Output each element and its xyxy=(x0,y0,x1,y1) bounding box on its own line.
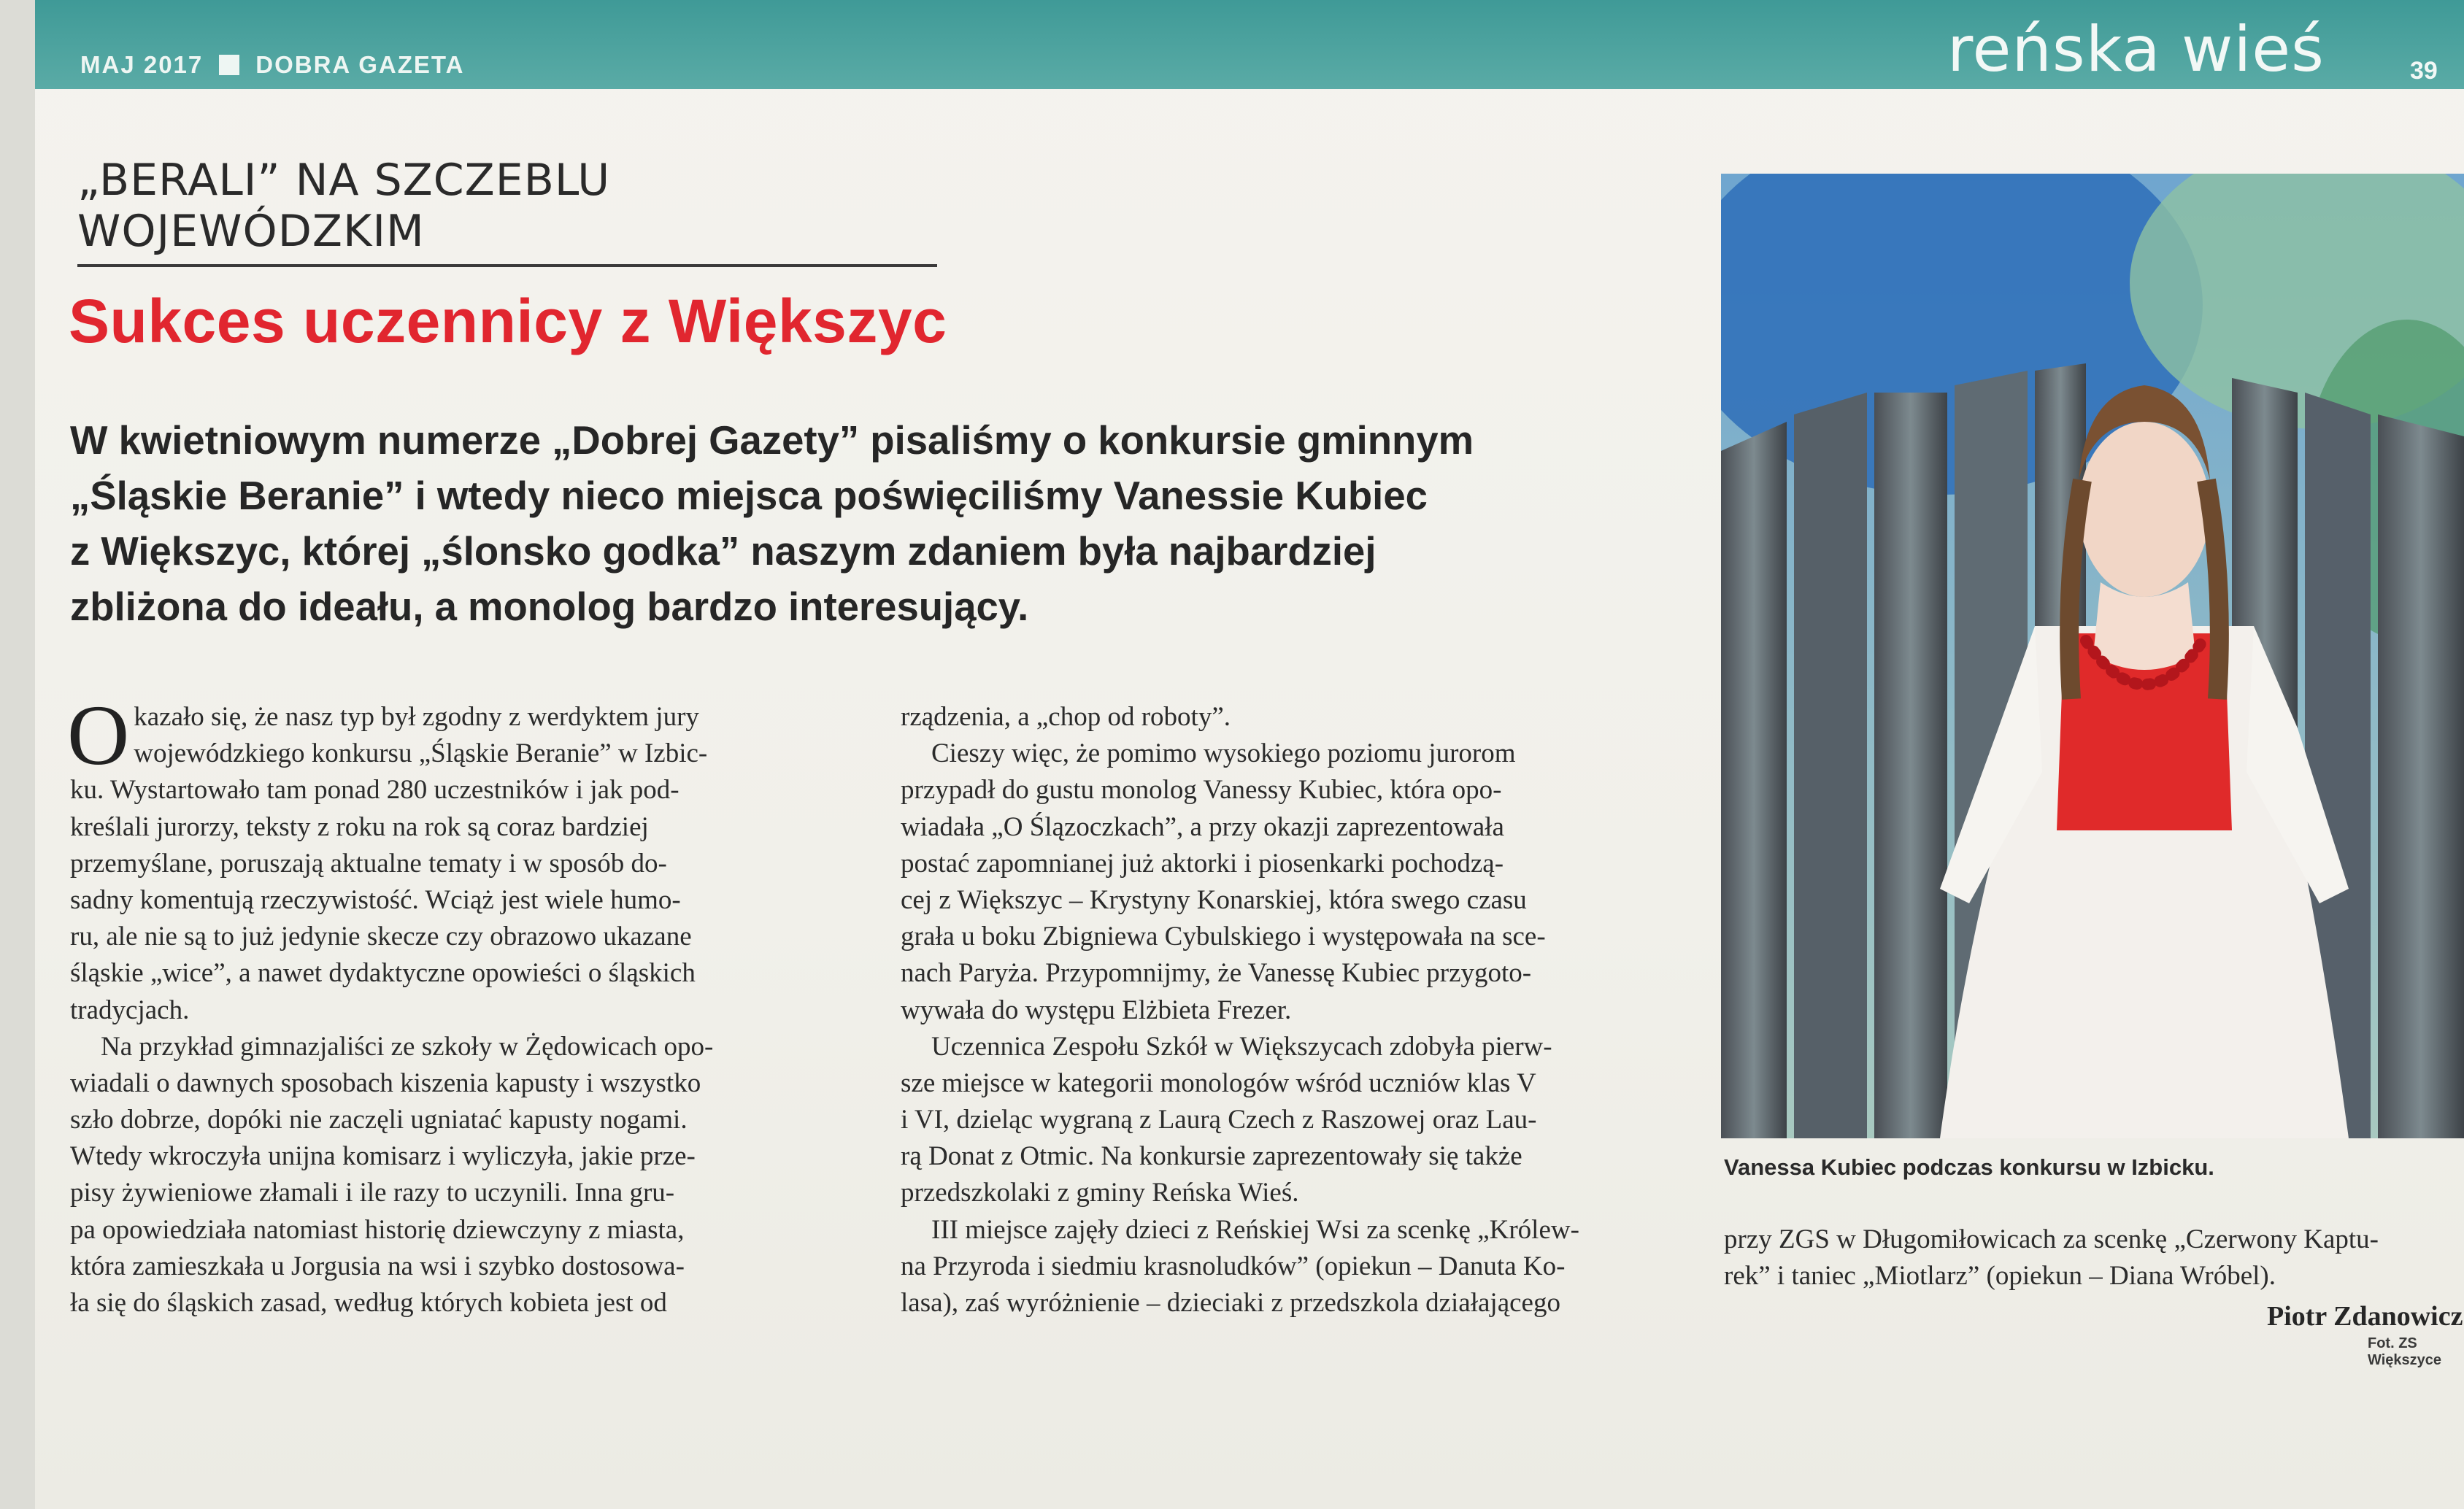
body-line: przedszkolaki z gminy Reńska Wieś. xyxy=(901,1178,1299,1208)
body-line: postać zapomnianej już aktorki i piosenkarki pochodzą- xyxy=(901,848,1504,879)
body-line: przemyślane, poruszają aktualne tematy i w sposób do- xyxy=(70,848,667,879)
body-line: Cieszy więc, że pomimo wysokiego poziomu jurorom xyxy=(931,738,1516,769)
body-line: III miejsce zajęły dzieci z Reńskiej Wsi za scenkę „Królew- xyxy=(931,1214,1579,1245)
body-line: szło dobrze, dopóki nie zaczęli ugniatać kapusty nogami. xyxy=(70,1105,688,1135)
header-dateline xyxy=(80,51,464,79)
lead-line: „Śląskie Beranie” i wtedy nieco miejsca poświęciliśmy Vanessie Kubiec xyxy=(70,474,1428,518)
article-author: Piotr Zdanowicz xyxy=(2267,1301,2463,1332)
issue-date: MAJ 2017 xyxy=(80,51,204,78)
body-line: rek” i taniec „Miotlarz” (opiekun – Diana Wróbel). xyxy=(1724,1261,2276,1292)
body-line: ła się do śląskich zasad, według których kobieta jest od xyxy=(70,1288,667,1318)
article-kicker: „BERALI” NA SZCZEBLU WOJEWÓDZKIM xyxy=(77,155,937,267)
body-line: wojewódzkiego konkursu „Śląskie Beranie” w Izbic- xyxy=(134,738,708,769)
body-line: wywała do występu Elżbieta Frezer. xyxy=(901,995,1292,1025)
article-headline: Sukces uczennicy z Większyc xyxy=(69,287,947,355)
body-line: kreślali jurorzy, teksty z roku na rok są coraz bardziej xyxy=(70,811,649,842)
article-lead xyxy=(70,413,1661,635)
photo-credit: Fot. ZS Większyce xyxy=(2368,1335,2441,1368)
body-line: wiadała „O Ślązoczkach”, a przy okazji zaprezentowała xyxy=(901,811,1504,842)
body-line: ku. Wystartowało tam ponad 280 uczestników i jak pod- xyxy=(70,775,679,806)
body-line: grała u boku Zbigniewa Cybulskiego i występowała na sce- xyxy=(901,922,1546,952)
section-title: reńska wieś xyxy=(1947,13,2325,86)
body-line: przy ZGS w Długomiłowicach za scenkę „Czerwony Kaptu- xyxy=(1724,1224,2379,1254)
body-line: pisy żywieniowe złamali i ile razy to uczynili. Inna gru- xyxy=(70,1178,675,1208)
publication-name: DOBRA GAZETA xyxy=(255,51,465,78)
body-line: lasa), zaś wyróżnienie – dzieciaki z przedszkola działającego xyxy=(901,1288,1560,1318)
body-line: Wtedy wkroczyła unijna komisarz i wyliczyła, jakie prze- xyxy=(70,1141,696,1172)
body-line: i VI, dzieląc wygraną z Laurą Czech z Raszowej oraz Lau- xyxy=(901,1105,1537,1135)
body-line: nach Paryża. Przypomnijmy, że Vanessę Kubiec przygoto- xyxy=(901,958,1532,989)
body-line: wiadali o dawnych sposobach kiszenia kapusty i wszystko xyxy=(70,1068,701,1098)
body-line: ru, ale nie są to już jedynie skecze czy obrazowo ukazane xyxy=(70,922,692,952)
body-line: rządzenia, a „chop od roboty”. xyxy=(901,702,1231,732)
body-line: cej z Większyc – Krystyny Konarskiej, która swego czasu xyxy=(901,884,1527,915)
photo-illustration xyxy=(1721,174,2464,1138)
body-line: rą Donat z Otmic. Na konkursie zaprezentowały się także xyxy=(901,1141,1522,1172)
drop-cap: O xyxy=(67,687,130,783)
article-photo xyxy=(1721,174,2464,1138)
body-line: sadny komentują rzeczywistość. Wciąż jest wiele humo- xyxy=(70,884,681,915)
body-column-3 xyxy=(1724,1222,2461,1294)
square-separator-icon xyxy=(219,55,239,75)
body-column-1 xyxy=(67,687,858,1321)
body-line: Na przykład gimnazjaliści ze szkoły w Żędowicach opo- xyxy=(101,1031,714,1062)
lead-line: z Większyc, której „ślonsko godka” naszym zdaniem była najbardziej xyxy=(70,529,1377,574)
newspaper-page xyxy=(35,0,2464,1509)
page-number: 39 xyxy=(2410,57,2438,85)
body-line: na Przyroda i siedmiu krasnoludków” (opiekun – Danuta Ko- xyxy=(901,1251,1566,1281)
body-line: sze miejsce w kategorii monologów wśród uczniów klas V xyxy=(901,1068,1536,1098)
lead-line: W kwietniowym numerze „Dobrej Gazety” pisaliśmy o konkursie gminnym xyxy=(70,418,1474,463)
body-line: która zamieszkała u Jorgusia na wsi i szybko dostosowa- xyxy=(70,1251,685,1281)
body-line: śląskie „wice”, a nawet dydaktyczne opowieści o śląskich xyxy=(70,958,696,989)
page-header-bar xyxy=(35,0,2464,89)
body-line: przypadł do gustu monolog Vanessy Kubiec, która opo- xyxy=(901,775,1502,806)
body-line: Uczennica Zespołu Szkół w Większycach zdobyła pierw- xyxy=(931,1031,1552,1062)
body-line: tradycjach. xyxy=(70,995,190,1025)
lead-line: zbliżona do ideału, a monolog bardzo interesujący. xyxy=(70,584,1029,629)
photo-caption: Vanessa Kubiec podczas konkursu w Izbicku. xyxy=(1724,1154,2214,1180)
body-line: kazało się, że nasz typ był zgodny z werdyktem jury xyxy=(134,702,699,732)
body-column-2 xyxy=(901,699,1689,1321)
body-line: pa opowiedziała natomiast historię dziewczyny z miasta, xyxy=(70,1214,685,1245)
